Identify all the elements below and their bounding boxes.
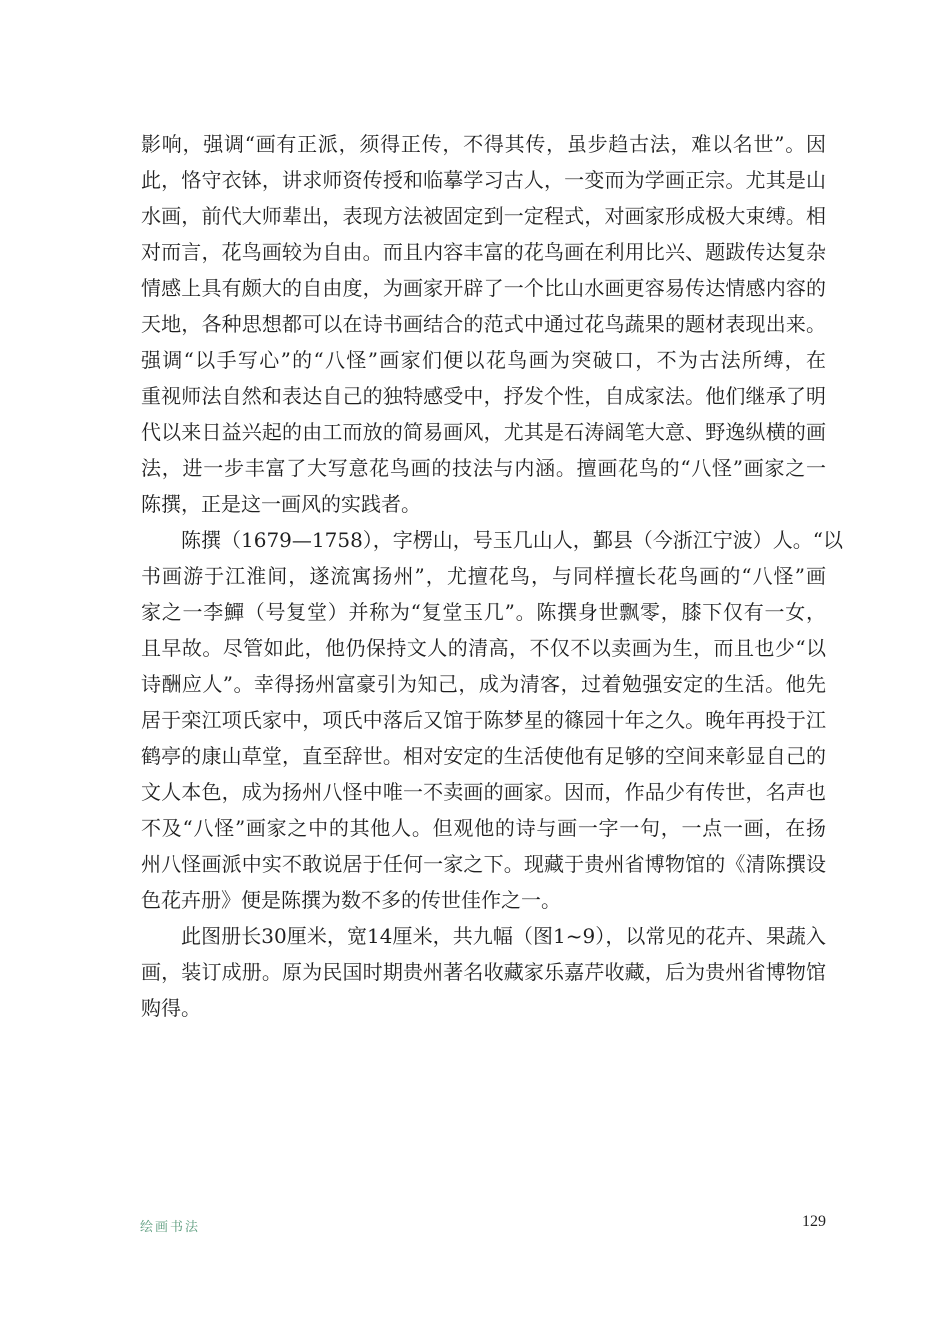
text-line: 法，进一步丰富了大写意花鸟画的技法与内涵。擅画花鸟的“八怪”画家之一 — [141, 456, 826, 480]
text-line: 情感上具有颇大的自由度，为画家开辟了一个比山水画更容易传达情感内容的 — [141, 276, 826, 300]
text-line: 州八怪画派中实不敢说居于任何一家之下。现藏于贵州省博物馆的《清陈撰设 — [141, 852, 826, 876]
text-line: 影响，强调“画有正派，须得正传，不得其传，虽步趋古法，难以名世”。因 — [141, 132, 826, 156]
text-line: 色花卉册》便是陈撰为数不多的传世佳作之一。 — [141, 888, 561, 912]
text-line-indent: 陈撰（1679—1758），字楞山，号玉几山人，鄞县（今浙江宁波）人。“以 — [181, 528, 844, 552]
text-line: 陈撰，正是这一画风的实践者。 — [141, 492, 421, 516]
text-line: 对而言，花鸟画较为自由。而且内容丰富的花鸟画在利用比兴、题跋传达复杂 — [141, 240, 826, 264]
text-line: 鹤亭的康山草堂，直至辞世。相对安定的生活使他有足够的空间来彰显自己的 — [141, 744, 826, 768]
text-line: 诗酬应人”。幸得扬州富豪引为知己，成为清客，过着勉强安定的生活。他先 — [141, 672, 826, 696]
text-line: 书画游于江淮间，遂流寓扬州”，尤擅花鸟，与同样擅长花鸟画的“八怪”画 — [141, 564, 826, 588]
text-line: 强调“以手写心”的“八怪”画家们便以花鸟画为突破口，不为古法所缚，在 — [141, 348, 826, 372]
text-line: 不及“八怪”画家之中的其他人。但观他的诗与画一字一句，一点一画，在扬 — [141, 816, 826, 840]
section-label: 绘画书法 — [140, 1220, 201, 1235]
text-line: 重视师法自然和表达自己的独特感受中，抒发个性，自成家法。他们继承了明 — [141, 384, 826, 408]
text-line: 天地，各种思想都可以在诗书画结合的范式中通过花鸟蔬果的题材表现出来。 — [141, 312, 826, 336]
text-line-indent: 此图册长30厘米，宽14厘米，共九幅（图1~9），以常见的花卉、果蔬入 — [181, 924, 826, 948]
page-number: 129 — [802, 1213, 826, 1230]
text-line: 居于栾江项氏家中，项氏中落后又馆于陈梦星的篠园十年之久。晚年再投于江 — [141, 708, 826, 732]
text-line: 文人本色，成为扬州八怪中唯一不卖画的画家。因而，作品少有传世，名声也 — [141, 780, 826, 804]
text-line: 代以来日益兴起的由工而放的简易画风，尤其是石涛阔笔大意、野逸纵横的画 — [141, 420, 826, 444]
text-line: 且早故。尽管如此，他仍保持文人的清高，不仅不以卖画为生，而且也少“以 — [141, 636, 826, 660]
text-line: 家之一李鱓（号复堂）并称为“复堂玉几”。陈撰身世飘零，膝下仅有一女， — [141, 600, 826, 624]
text-line: 画，装订成册。原为民国时期贵州著名收藏家乐嘉芹收藏，后为贵州省博物馆 — [141, 960, 826, 984]
text-line: 购得。 — [141, 996, 201, 1020]
text-line: 水画，前代大师辈出，表现方法被固定到一定程式，对画家形成极大束缚。相 — [141, 204, 826, 228]
text-line: 此，恪守衣钵，讲求师资传授和临摹学习古人，一变而为学画正宗。尤其是山 — [141, 168, 826, 192]
